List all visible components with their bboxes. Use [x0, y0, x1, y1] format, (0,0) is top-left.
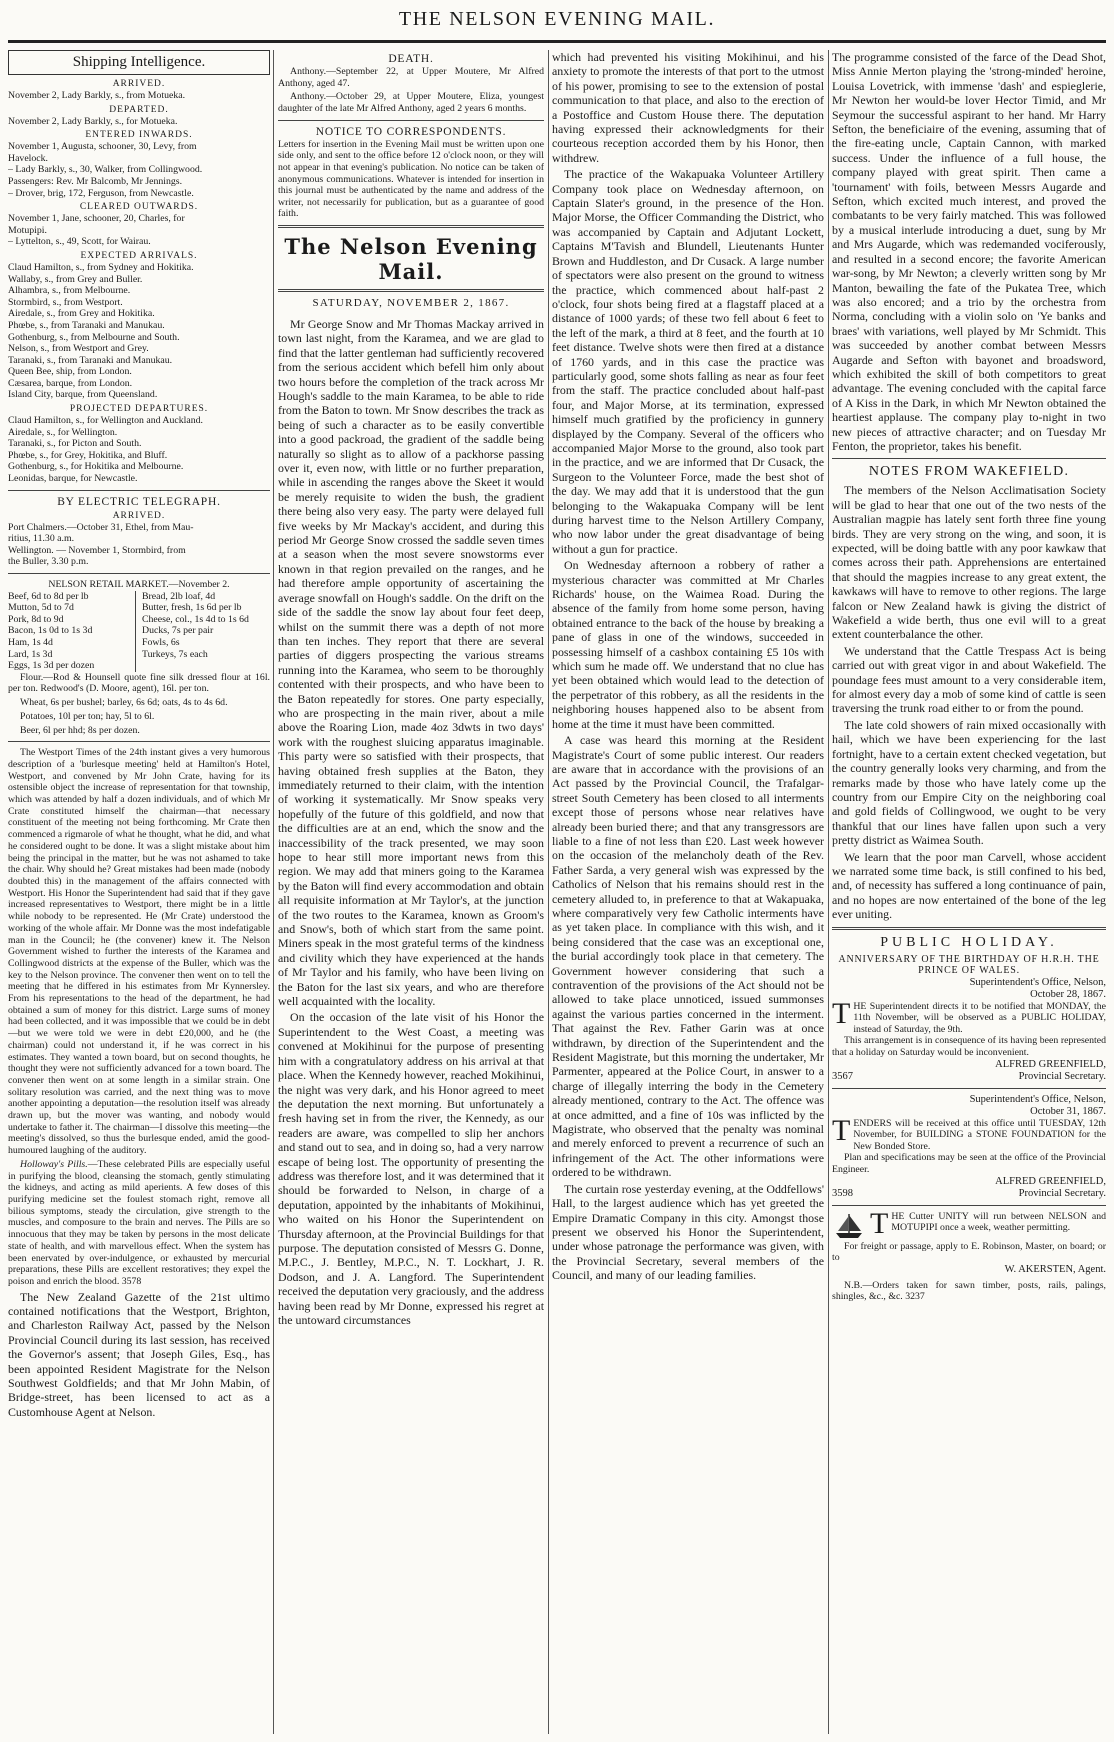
orders-text: N.B.—Orders taken for sawn timber, posts, rails, palings, shingles, &c., &c.	[832, 1279, 1106, 1303]
paragraph: Flour.—Rod & Hounsell quote fine silk dressed flour at 16l. per ton. Redwood's (D. Moore, agent), 16l. per ton.	[8, 671, 270, 695]
list-line: Alhambra, s., from Melbourne.	[8, 285, 131, 297]
court-article: A case was heard this morning at the Resident Magistrate's Court of some public interest. Our readers are aware that in accordance with the provisions of an Act passed by the Provincial Council, the Trafalgar-street South Cemetery has been closed to all interments except those of persons whose near relatives have already been buried there; and that any transgressors are liable to a fine of not less than £20. Last week however on the occasion of the melancholy death of the Rev. Father Sarda, a very general wish was expressed by the Catholics of Nelson that his remains should rest in the cemetery alluded to, in preference to that at Wakapuaka, where comparatively very few Catholic interments have as yet taken place. In compliance with this wish, and it being considered that the case was an exceptional one, the burial accordingly took place in that cemetery. The Government however considering that such a contravention of the provisions of the Act should not be allowed to take place unnoticed, issued summonses against the various parties concerned in the interment. That against the Rev. Father Garin was at once withdrawn, by direction of the Superintendent and the Resident Magistrate, but this morning the undertaker, Mr Parmenter, appeared at the Police Court, in answer to a charge of illegally interring the body in the Cemetery already mentioned, contrary to the Act. The offence was at once admitted, and a fine of 10s was inflicted by the Magistrate, who observed that the penalty was nominal and merely enforced to prevent a recurrence of such an infringement of the Act. The other informations were ordered to be withdrawn.	[552, 733, 824, 1180]
column-divider	[828, 50, 829, 1734]
list-line: – Lyttelton, s., 49, Scott, for Wairau.	[8, 236, 151, 248]
list-line: Gothenburg, s., for Hokitika and Melbourne.	[8, 461, 184, 473]
list-line: Eggs, 1s 3d per dozen	[8, 660, 95, 672]
advert-number: 3598	[832, 1187, 853, 1199]
divider	[8, 573, 270, 574]
list-line: Bacon, 1s 0d to 1s 3d	[8, 625, 93, 637]
cutter-advert	[832, 1206, 1106, 1240]
divider	[278, 225, 544, 228]
list-line: Ducks, 7s per pair	[142, 625, 214, 637]
list-line: November 2, Lady Barkly, s., from Motueka.	[8, 90, 186, 101]
list-line: Turkeys, 7s each	[142, 648, 208, 660]
projected-list	[8, 415, 270, 485]
karamea-article: Mr George Snow and Mr Thomas Mackay arrived in town last night, from the Karamea, and we are glad to find that the latter gentleman had sufficiently recovered from the serious accident which befell him only about two hours before the completion of the track across Mr Hough's saddle to the main Karamea, to be able to ride from the Baton to town. Mr Snow describes the track as being of such a character as to be easily convertible into a good packroad, the gradient of the saddle being naturally so slight as to allow of a packhorse passing over it, even now, with little or no further preparation, while in ascending the ranges above the Skeet it would be merely requisite to widen the bush, the gradient there being also very easy. The party were delayed full five weeks by Mr Mackay's accident, and during this period Mr George Snow crossed the saddle seven times at a season when the most severe snowstorms ever known in that region prevailed on the ranges, and he had therefore ample opportunity of ascertaining the average snowfall on Hough's saddle. On the drift on the side of the saddle the snow lay about four feet deep, whilst on the summit there was a depth of not more than ten inches. They report that there are several parties of diggers prospecting the various streams running into the Karamea, who seem to be thoroughly contented with their prospects, and who have been to the Baton repeatedly for stores. One party especially, who are prospecting in the main river, about a mile above the Roaring Lion, made 4oz 3dwts in two days' work with the roughest sluicing apparatus imaginable. This party were so satisfied with their prospects, that having obtained fresh supplies at the Baton, they immediately returned to their claim, with the intention of working it systematically. Mr Snow speaks very hopefully of the future of this goldfield, and now that the difficulties are at an end, which the snow and the inaccessibility of the track presented, we may soon hope to hear still more important news from this region. We may add that miners going to the Karamea by the Baton will find every accommodation and obtain all requisite information at Mr Taylor's, at the junction of the two routes to the Karamea, known as Groom's and Snow's, both of which start from the same point. Miners speak in the most grateful terms of the kindness and civility which they have experienced at the hands of Mr Taylor and his family, who have been living on the Baton for the last six years, and who are therefore well acquainted with the locality.	[278, 316, 544, 1009]
tender-body-2: Plan and specifications may be seen at the office of the Provincial Engineer.	[832, 1152, 1106, 1175]
list-line: Airedale, s., from Grey and Hokitika.	[8, 308, 155, 320]
tender-dropcap: T	[832, 1113, 851, 1147]
paragraph: The members of the Nelson Acclimatisation Society will be glad to hear that one out of the two nests of the Australian magpie has lately sent forth three fine young birds. They are very strong on the wing, and soon, it is expected, will be doing battle with any poor kawkaw that comes across their path. Apprehensions are entertained that should the magpies increase to any great extent, the kawkaws will have to remove to other regions. The large falcon or New Zealand hawk is giving the district of Wakefield a wide berth, thus one evil will to a great extent counterbalance the other.	[832, 483, 1106, 642]
list-line: Taranaki, s., from Taranaki and Manukau.	[8, 354, 173, 366]
telegraph-heading: BY ELECTRIC TELEGRAPH.	[57, 495, 221, 508]
signature-1	[832, 1071, 1106, 1083]
mokihinui-article: On the occasion of the late visit of his Honor the Superintendent to the West Coast, a meeting was convened at Mokihinui for the purpose of presenting him with a congratulatory address on his arrival at that place. When the Kennedy however, reached Mokihinui, the night was very dark, and his Honor agreed to meet the deputation the next morning. But unfortunately a fresh having set in from the river, the Kennedy, as our readers are aware, was compelled to slip her anchors and stand out to sea, and in doing so, had a very narrow escape of being lost. The opportunity of presenting the address was therefore lost, and it was determined that it should be forwarded to Nelson, in charge of a deputation, appointed by the inhabitants of Mokihinui, who waited on his Honor the Superintendent on Thursday afternoon, at the Provincial Buildings for that purpose. The deputation consisted of Messrs G. Donne, M.P.C., J. Bentley, M.P.C., N. T. Lockhart, J. R. Dodson, and J. A. Langford. The Superintendent received the deputation very graciously, and the address having been read by Mr Donne, expressed his regret at the untoward circumstances	[278, 1010, 544, 1327]
column-3	[552, 50, 824, 1734]
orders-note	[832, 1280, 1106, 1303]
programme-article: The programme consisted of the farce of the Dead Shot, Miss Annie Merton playing the 'strong-minded' heroine, Louisa Lovetrick, with immense 'dash' and espieglerie, Mr Newton her would-be lover Hector Timid, and Mr Seymour the successful aspirant to her hand. Mr Harry Sefton, the beneficiaire of the evening, assuming that of the fire-eating uncle, Captain Cannon, with marked success. Under the influence of a full house, the company played with great spirit. Then came a 'tournament' with foils, between Messrs Augarde and Sefton, which excited much interest, and proved the combatants to be very fairly matched. This was followed by a musical interlude introducing a duet, sung by Mr and Mrs Augarde, which was redemanded vociferously, and resulted in a second encore; the favorite American war-song, by Mr Newton; a cleverly written song by Mr Manton, bewailing the fate of the Pukatea Tree, which was also encored; and a trio by the orchestra from Norma, concluding with a violin solo on 'Ye banks and braes' with variations, well played by Mr Schmidt. This was succeeded by another combat between Messrs Augarde and Sefton with bayonet and broadsword, which exhibited the skill of both competitors to great advantage. The evening concluded with the capital farce of A Kiss in the Dark, in which Mr Newton obtained the heartiest applause. The company play to-night in two new pieces of attractive character; and on Tuesday Mr Fenton, the proprietor, takes his benefit.	[832, 50, 1106, 453]
column-divider	[548, 50, 549, 1734]
list-line: Motupipi.	[8, 224, 47, 236]
gazette-article: The New Zealand Gazette of the 21st ultimo contained notifications that the Westport, Brighton, and Charleston Railway Act, passed by the Nelson Provincial Council during its last session, has received the Governor's assent; that Joseph Giles, Esq., has been appointed Resident Magistrate for the Nelson Southwest Goldfields; and that Mr John Mabin, of Bridge-street, has been licensed to act as a Customhouse Agent at Nelson.	[8, 1289, 270, 1419]
list-line: – Lady Barkly, s., 30, Walker, from Collingwood.	[8, 164, 203, 176]
list-line: Beef, 6d to 8d per lb	[8, 590, 89, 602]
market-notes	[8, 672, 270, 737]
divider	[832, 1205, 1106, 1206]
westport-article: The Westport Times of the 24th instant gives a very humorous description of a 'burlesque meeting' held at Hamilton's Hotel, Westport, and convened by Mr John Crate, having for its ostensible object the increase of representation for that township, which was attended by half a dozen individuals, and of which Mr Crate constituted himself the chairman—that necessary constituent of the meeting not being forthcoming. Mr Crate then commenced a rigmarole of what he thought, what he did, and what he considered ought to be done. It was a slight mistake about him being the principal in the matter, but he was not ashamed to take the chair. Why should he? Great mistakes had been made (nobody doubted this) in the management of the affairs connected with Westport. His Honor the Superintendent had said that if they gave increased representatives to Westport, there might be in a little while nobody to be represented. He (Mr Crate) understood the working of the whole affair. Mr Donne was the most indefatigable man in the Council; he (the convener) knew it. The Nelson Government wished to further the interests of the Karamea and Collingwood districts at the expense of the Buller, which was the key to the Nelson province. The convener then went on to tell the meeting that he differed in his estimates from Mr Kynnersley. From his representations to the head of the department, he had obtained a sum of money for this district. Large sums of money had been collected, and it was impossible that we could be in debt—but we were told we were in debt £20,000, and he (the chairman) could not understand it, if he was correct in his estimates. They wanted a town board, but on second thoughts, he thought they were not sufficiently advanced for a town board. The convener then went on at some length in a similar strain. One solitary resolution was carried, and the next thing was to move another appointing a deputation—the resolution itself was already drawn up, but the mover was wanting, and nobody would undertake to father it. The chairman—I dissolve this meeting—the meeting's dissolved, so thus the burlesque ended, amid the good-humoured laughing of the auditory.	[8, 747, 270, 1157]
projected-heading: PROJECTED DEPARTURES.	[69, 404, 209, 415]
holloway-title: Holloway's Pills.	[20, 1158, 88, 1170]
list-line: Phœbe, s., for Grey, Hokitika, and Bluff.	[8, 449, 168, 461]
list-line: Bread, 2lb loaf, 4d	[142, 590, 216, 602]
paragraph: Anthony.—September 22, at Upper Moutere, Mr Alfred Anthony, aged 47.	[278, 66, 544, 89]
cutter-body-2: For freight or passage, apply to E. Robinson, Master, on board; or to	[832, 1240, 1106, 1264]
entered-list	[8, 141, 270, 199]
list-line: Passengers: Rev. Mr Balcomb, Mr Jennings.	[8, 175, 183, 187]
advert-number: 3237	[905, 1291, 925, 1303]
list-line: Port Chalmers.—October 31, Ethel, from Mau-	[8, 521, 194, 533]
robbery-article: On Wednesday afternoon a robbery of rather a mysterious character was committed at Mr Charles Richards' house, on the Waimea Road. During the absence of the family from home some person, having obtained entrance to the back of the house by breaking a pane of glass in one of the windows, succeeded in possessing himself of a cashbox containing £5 10s with which sum he made off. We understand that no clue has yet been obtained which would lead to the detection of the perpetrator of this robbery, as all the residents in the neighboring houses happened also to be absent from home at the time it must have been committed.	[552, 558, 824, 731]
masthead: THE NELSON EVENING MAIL.	[398, 8, 716, 30]
divider	[278, 120, 544, 121]
expected-list	[8, 262, 270, 401]
tender-notice	[832, 1113, 1106, 1153]
divider	[8, 490, 270, 491]
column-divider	[273, 50, 274, 1734]
cleared-heading: CLEARED OUTWARDS.	[79, 202, 199, 213]
sailing-ship-icon	[832, 1211, 866, 1241]
cutter-body: HE Cutter UNITY will run between NELSON and MOTUPIPI once a week, weather permitting.	[891, 1210, 1106, 1234]
paragraph: Potatoes, 10l per ton; hay, 5l to 6l.	[20, 710, 155, 722]
divider	[832, 927, 1106, 930]
list-line: Gothenburg, s., from Melbourne and South.	[8, 331, 180, 343]
divider	[832, 1088, 1106, 1089]
list-line: Claud Hamilton, s., from Sydney and Hokitika.	[8, 261, 194, 273]
list-line: Butter, fresh, 1s 6d per lb	[142, 602, 242, 614]
holiday-heading: PUBLIC HOLIDAY.	[880, 934, 1058, 950]
list-line: Cæsarea, barque, from London.	[8, 377, 133, 389]
wakefield-heading: NOTES FROM WAKEFIELD.	[868, 464, 1070, 480]
signature-2-name: ALFRED GREENFIELD,	[995, 1175, 1106, 1187]
list-line: Havelock.	[8, 152, 48, 164]
address-line: October 28, 1867.	[1030, 988, 1106, 1000]
cleared-list	[8, 213, 270, 248]
list-line: Airedale, s., for Wellington.	[8, 426, 118, 438]
list-line: ritius, 11.30 a.m.	[8, 533, 75, 545]
list-line: Ham, 1s 4d	[8, 636, 53, 648]
arrived-list	[8, 90, 270, 102]
list-line: Nelson, s., from Westport and Grey.	[8, 343, 149, 355]
dateline: SATURDAY, NOVEMBER 2, 1867.	[312, 296, 510, 309]
holiday-dropcap: T	[832, 996, 851, 1030]
list-line: – Drover, brig, 172, Ferguson, from Newcastle.	[8, 187, 194, 199]
list-line: Pork, 8d to 9d	[8, 613, 64, 625]
signature-title: Provincial Secretary.	[1018, 1070, 1106, 1082]
column-1	[8, 50, 270, 1734]
list-line: Mutton, 5d to 7d	[8, 602, 74, 614]
market-table	[8, 591, 270, 672]
column-4	[832, 50, 1106, 1734]
list-line: Phœbe, s., from Taranaki and Manukau.	[8, 319, 165, 331]
divider	[278, 289, 544, 292]
address-line: Superintendent's Office, Nelson,	[969, 976, 1106, 988]
signature-title: Provincial Secretary.	[1018, 1187, 1106, 1199]
column-2	[278, 50, 544, 1734]
market-right	[142, 591, 270, 672]
list-line: Taranaki, s., for Picton and South.	[8, 438, 142, 450]
telegraph-arrived-heading: ARRIVED.	[112, 510, 166, 521]
list-line: Claud Hamilton, s., for Wellington and Auckland.	[8, 415, 203, 427]
list-line: Stormbird, s., from Westport.	[8, 296, 123, 308]
list-line: November 2, Lady Barkly, s., for Motueka.	[8, 115, 178, 127]
holiday-notice	[832, 996, 1106, 1036]
cutter-agent: W. AKERSTEN, Agent.	[1004, 1263, 1106, 1275]
paragraph: We understand that the Cattle Trespass Act is being carried out with great vigor in and about Wakefield. The poundage fees must amount to a very considerable item, for almost every day a mob of some kind of cattle is seen traversing the trunk road either to or from the pound.	[832, 643, 1106, 716]
notice-heading: NOTICE TO CORRESPONDENTS.	[315, 125, 507, 138]
paragraph: Wheat, 6s per bushel; barley, 6s 6d; oats, 4s to 4s 6d.	[20, 697, 228, 709]
address-line: Superintendent's Office, Nelson,	[969, 1093, 1106, 1105]
signature-2	[832, 1188, 1106, 1200]
holiday-subheading: ANNIVERSARY OF THE BIRTHDAY OF H.R.H. THE PRINCE OF WALES.	[838, 953, 1100, 976]
death-heading: DEATH.	[388, 53, 434, 65]
mokihinui-continued: which had prevented his visiting Mokihinui, and his anxiety to promote the interests of that port to the utmost of his power, promising to see to the extension of postal communication to that place, and also to the erection of a Postoffice and Custom House there. The deputation having expressed their acknowledgments for their courteous reception accorded them by his Honor, then withdrew.	[552, 50, 824, 165]
entered-heading: ENTERED INWARDS.	[85, 130, 193, 141]
departed-heading: DEPARTED.	[109, 104, 169, 115]
list-line: November 1, Jane, schooner, 20, Charles, for	[8, 213, 185, 225]
paragraph: The late cold showers of rain mixed occasionally with hail, which we have been experiencing for the last fortnight, have to a certain extent checked vegetation, but the country generally looks very charming, and from the remarks made by those who have lately come up the country from our Empire City on the neighboring coal and gold fields of Collingwood, we ought to be very thankful that our lines have fallen upon such a very pretty district as Waimea South.	[832, 717, 1106, 848]
list-line: Fowls, 6s	[142, 636, 180, 648]
office-address-2	[832, 1094, 1106, 1118]
death-notices	[278, 66, 544, 115]
wakefield-notes	[832, 483, 1106, 921]
list-line: Leonidas, barque, for Newcastle.	[8, 473, 138, 485]
office-address-1	[832, 977, 1106, 1001]
advert-number: 3567	[832, 1070, 853, 1082]
departed-list	[8, 116, 270, 128]
cutter-dropcap: T	[870, 1206, 889, 1240]
holiday-body: HE Superintendent directs it to be notified that MONDAY, the 11th November, will be observed as a PUBLIC HOLIDAY, instead of Saturday, the 9th.	[853, 1000, 1106, 1035]
expected-heading: EXPECTED ARRIVALS.	[80, 250, 198, 261]
market-left	[8, 591, 136, 672]
list-line: Wellington. — November 1, Stormbird, from	[8, 544, 186, 556]
holiday-body-2: This arrangement is in consequence of its having been represented that a holiday on Saturday would be inconvenient.	[832, 1035, 1106, 1058]
list-line: November 1, Augusta, schooner, 30, Levy, from	[8, 141, 197, 153]
holloway-advert	[8, 1159, 270, 1288]
notice-body: Letters for insertion in the Evening Mail must be written upon one side only, and sent to the office before 12 o'clock noon, or they will not appear in that evening's publication. No notice can be taken of anonymous communications. Whatever is intended for insertion in this journal must be authenticated by the name and address of the writer, not necessarily for publication, but as a guarantee of good faith.	[278, 138, 544, 220]
tender-body: ENDERS will be received at this office until TUESDAY, 12th November, for BUILDING a STONE FOUNDATION for the New Bonded Store.	[853, 1117, 1106, 1152]
signature-1-name: ALFRED GREENFIELD,	[995, 1058, 1106, 1070]
list-line: the Buller, 3.30 p.m.	[8, 556, 89, 568]
masthead-rule	[8, 40, 1106, 43]
list-line: Lard, 1s 3d	[8, 648, 53, 660]
paper-name: The Nelson Evening Mail.	[284, 233, 538, 284]
theatre-article: The curtain rose yesterday evening, at the Oddfellows' Hall, to the largest audience which has yet greeted the Empire Dramatic Company in this city. Amongst those present we observed his Honor the Superintendent, under whose patronage the performance was given, with the Provincial Secretary, several members of the Council, and many of our leading families.	[552, 1181, 824, 1283]
list-line: Queen Bee, ship, from London.	[8, 366, 132, 378]
list-line: Island City, barque, from Queensland.	[8, 389, 158, 401]
market-heading: NELSON RETAIL MARKET.—November 2.	[48, 579, 230, 590]
telegraph-list	[8, 522, 270, 568]
paragraph: We learn that the poor man Carvell, whose accident we narrated some time back, is still confined to his bed, and, of necessity has suffered a long continuance of pain, and no hopes are now entertained of the bone of the leg ever uniting.	[832, 849, 1106, 922]
list-line: Wallaby, s., from Grey and Buller.	[8, 273, 143, 285]
paragraph: Beer, 6l per hhd; 8s per dozen.	[20, 724, 140, 736]
divider	[8, 741, 270, 742]
divider	[832, 458, 1106, 459]
artillery-article: The practice of the Wakapuaka Volunteer Artillery Company took place on Wednesday afternoon, on Captain Slater's ground, in the presence of the Hon. Major Morse, the Officer Commanding the District, who was accompanied by Captain and Adjutant Lockett, Captains M'Tavish and Blundell, Lieutenants Hunter Brown and Huddleston, and Dr Cusack. A large number of spectators were also present on the ground to witness the practice, which commenced about half-past 2 o'clock, four shots being fired at a flagstaff placed at a distance of 1000 yards; of these two fell about 6 feet to the left of the mark, a third at 8 feet, and the fourth at 10 feet distance. Twelve shots were then fired at a distance of 1760 yards, and in this case the practice was particularly good, some shots falling as near as four feet from the staff. The practice concluded about half-past four, and Major Morse, at its termination, expressed himself much gratified by the proficiency in gunnery displayed by the Company. Several of the officers who accompanied Major Morse to the ground, also took part in the practice, and we are informed that Dr Cusack, the Surgeon to the Volunteer Force, made the best shot of the day. We may add that it is understood that the gun belonging to the Wakapuaka Company will be lent during harvest time to the Nelson Artillery Company, who now labor under the great disadvantage of being without a gun for practice.	[552, 167, 824, 556]
arrived-heading: ARRIVED.	[112, 79, 166, 89]
holloway-body: —These celebrated Pills are especially useful in purifying the blood, cleansing the stomach, gently stimulating the kidneys, and acting as mild aperients. A few doses of this purifying medicine set the foulest stomach right, remove all bilious symptoms, steady the circulation, give strength to the muscles, and composure to the brain and nerves. The Pills are so innocuous that they may be taken by persons in the most delicate state of health, and with marvellous effect. When the system has been enervated by over-indulgence, or exhausted by mercurial preparations, these Pills are excellent restoratives; they expel the poison and enrich the blood. 3578	[8, 1158, 270, 1287]
list-line: Cheese, col., 1s 4d to 1s 6d	[142, 613, 249, 625]
address-line: October 31, 1867.	[1030, 1105, 1106, 1117]
paragraph: Anthony.—October 29, at Upper Moutere, Eliza, youngest daughter of the late Mr Alfred Anthony, aged 2 years 6 months.	[278, 91, 544, 115]
shipping-title: Shipping Intelligence.	[8, 50, 270, 75]
